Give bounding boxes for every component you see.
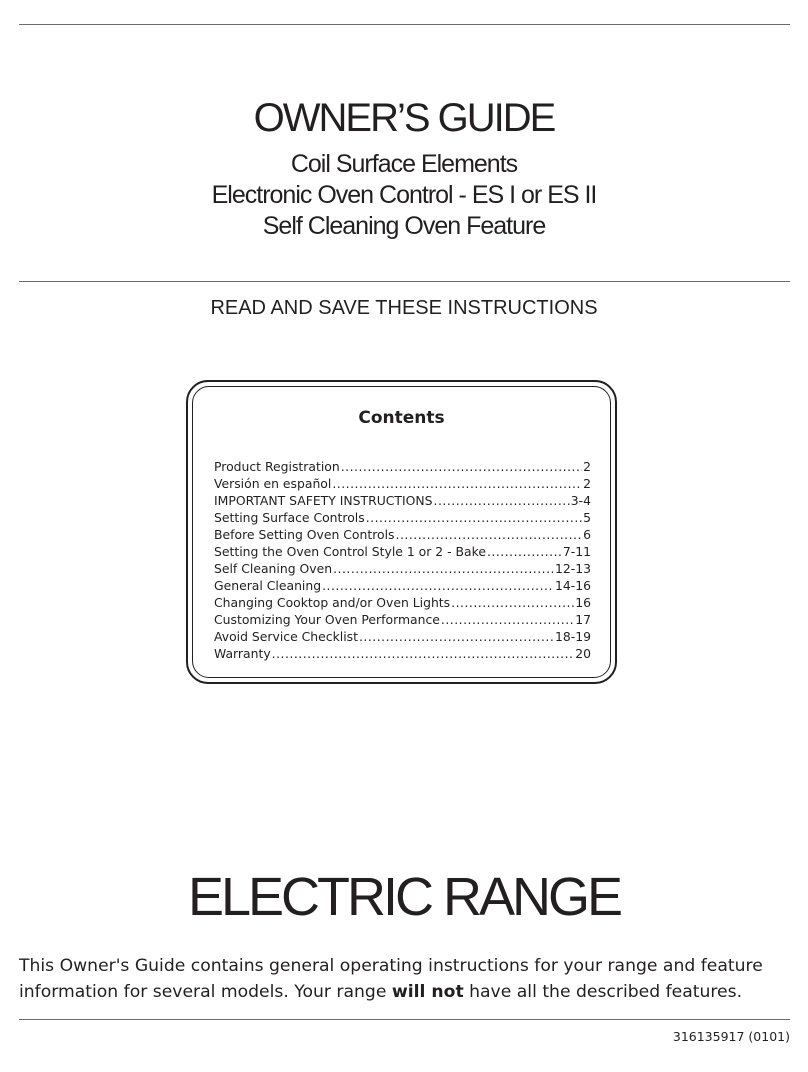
toc-entry bbox=[214, 492, 591, 509]
toc-entry bbox=[214, 594, 591, 611]
toc-entry-page: 12-13 bbox=[554, 561, 591, 576]
bottom-rule bbox=[19, 1019, 790, 1020]
toc-entry bbox=[214, 543, 591, 560]
product-name: ELECTRIC RANGE bbox=[187, 867, 621, 927]
toc-entry-page: 6 bbox=[583, 527, 591, 542]
contents-heading: Contents bbox=[358, 408, 445, 428]
intro-text-start: This Owner's Guide contains general operating instructions for your range and feature information for several models. Your range bbox=[19, 956, 763, 1002]
toc-entry bbox=[214, 628, 591, 645]
toc-entry bbox=[214, 509, 591, 526]
top-rule bbox=[19, 24, 790, 25]
toc-dot-leader bbox=[366, 509, 582, 526]
toc-entry-title: Product Registration bbox=[214, 459, 340, 474]
toc-entry-title: Customizing Your Oven Performance bbox=[214, 612, 440, 627]
page-title: OWNER’S GUIDE bbox=[253, 96, 555, 140]
toc-dot-leader bbox=[332, 475, 582, 492]
toc-entry-title: Avoid Service Checklist bbox=[214, 629, 358, 644]
toc-dot-leader bbox=[434, 492, 570, 509]
middle-rule bbox=[19, 281, 790, 282]
toc-entry-page: 5 bbox=[583, 510, 591, 525]
intro-text-end: have all the described features. bbox=[463, 982, 743, 1002]
toc-dot-leader bbox=[487, 543, 562, 560]
toc-entry-title: Setting Surface Controls bbox=[214, 510, 365, 525]
toc-entry bbox=[214, 458, 591, 475]
toc-entry-title: General Cleaning bbox=[214, 578, 322, 593]
read-save-notice: READ AND SAVE THESE INSTRUCTIONS bbox=[210, 297, 598, 319]
toc-dot-leader bbox=[396, 526, 583, 543]
toc-entry bbox=[214, 645, 591, 662]
toc-entry bbox=[214, 577, 591, 594]
toc-entry-page: 3-4 bbox=[570, 493, 591, 508]
toc-entry bbox=[214, 560, 591, 577]
toc-entry-title: Warranty bbox=[214, 646, 271, 661]
subtitle-line-1: Coil Surface Elements bbox=[290, 150, 518, 178]
toc-dot-leader bbox=[333, 560, 554, 577]
toc-entry-page: 2 bbox=[583, 476, 591, 491]
toc-entry-title: Changing Cooktop and/or Oven Lights bbox=[214, 595, 451, 610]
table-of-contents bbox=[214, 458, 591, 662]
toc-entry bbox=[214, 611, 591, 628]
toc-entry-title: Versión en español bbox=[214, 476, 332, 491]
toc-entry-title: IMPORTANT SAFETY INSTRUCTIONS bbox=[214, 493, 433, 508]
toc-entry-page: 17 bbox=[575, 612, 591, 627]
toc-dot-leader bbox=[341, 458, 582, 475]
toc-entry-page: 7-11 bbox=[562, 544, 591, 559]
toc-entry-page: 14-16 bbox=[554, 578, 591, 593]
toc-entry-title: Before Setting Oven Controls bbox=[214, 527, 395, 542]
toc-dot-leader bbox=[359, 628, 554, 645]
toc-dot-leader bbox=[451, 594, 574, 611]
toc-entry-page: 16 bbox=[575, 595, 591, 610]
toc-dot-leader bbox=[441, 611, 574, 628]
toc-dot-leader bbox=[322, 577, 554, 594]
toc-dot-leader bbox=[272, 645, 575, 662]
toc-entry-title: Setting the Oven Control Style 1 or 2 - Bake bbox=[214, 544, 486, 559]
subtitle-line-3: Self Cleaning Oven Feature bbox=[262, 212, 546, 240]
toc-entry-page: 20 bbox=[575, 646, 591, 661]
toc-entry bbox=[214, 526, 591, 543]
intro-paragraph bbox=[19, 953, 794, 1005]
toc-entry-page: 2 bbox=[583, 459, 591, 474]
subtitle-line-2: Electronic Oven Control - ES I or ES II bbox=[211, 181, 597, 209]
document-number: 316135917 (0101) bbox=[672, 1029, 790, 1044]
toc-entry-title: Self Cleaning Oven bbox=[214, 561, 333, 576]
toc-entry bbox=[214, 475, 591, 492]
toc-entry-page: 18-19 bbox=[554, 629, 591, 644]
intro-emphasis: will not bbox=[391, 982, 464, 1002]
